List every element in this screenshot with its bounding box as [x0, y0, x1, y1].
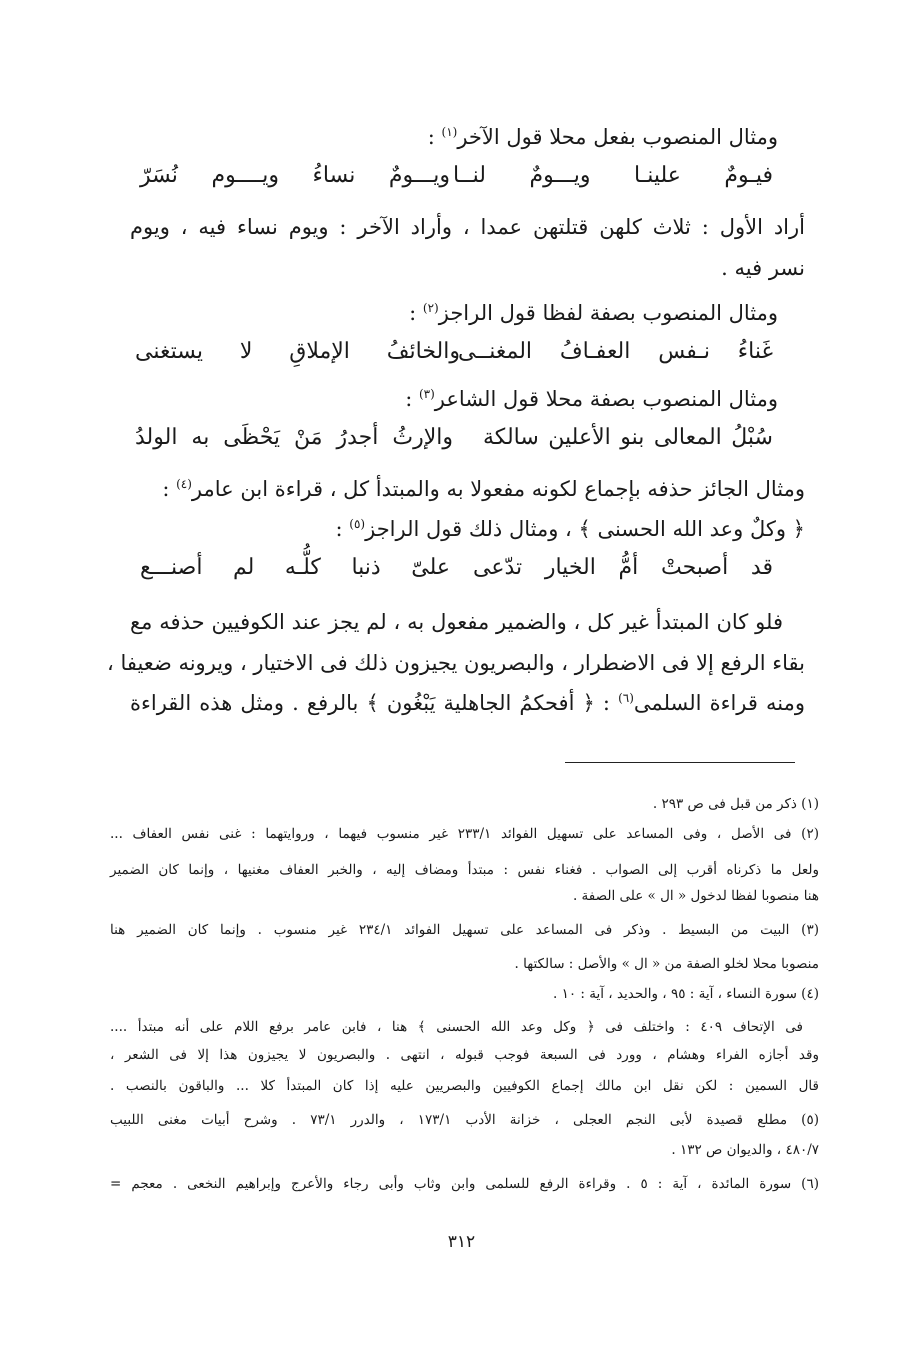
text-span: ﴿ وكلٌ وعد الله الحسنى ﴾ ، ومثال ذلك قول الراجز	[365, 517, 805, 541]
verse-hemistich-left: ويـــومٌ نساءُ ويــــوم نُسَرّ	[140, 163, 450, 188]
text-line	[130, 688, 805, 718]
verse-hemistich-left: علىّ ذنبا كلُّـه لم أصنـــع	[140, 555, 450, 580]
footnote-line: ولعل ما ذكرناه أقرب إلى الصواب . فغناء نفس : مبتدأ ومضاف إليه ، والخبر العفاف مغنيها ، وإنما كان الضمير	[110, 862, 819, 878]
footnote-line: (٣) البيت من البسيط . وذكر فى المساعد على تسهيل الفوائد ٢٣٤/١ غير منسوب . وإنما كان الضمير هنا	[110, 922, 819, 938]
text-line	[130, 384, 778, 414]
footnote-line: (٢) فى الأصل ، وفى المساعد على تسهيل الفوائد ٢٣٣/١ غير منسوب فيهما ، وروايتهما : غنى نفس العفاف ...	[110, 826, 819, 842]
footnote-line: (٥) مطلع قصيدة لأبى النجم العجلى ، خزانة الأدب ١٧٣/١ ، والدرر ٧٣/١ . وشرح أبيات مغنى اللبيب	[110, 1112, 819, 1128]
footnote-separator	[565, 762, 795, 763]
footnote-line: فى الإتحاف ٤٠٩ : واختلف فى ﴿ وكل وعد الله الحسنى ﴾ هنا ، فابن عامر برفع اللام على أنه مبتدأ ....	[110, 1019, 803, 1035]
text-span: :	[335, 517, 350, 541]
verse-hemistich-right: فيـومٌ علينـا ويـــومٌ لنــا	[453, 163, 773, 188]
text-span: ومثال الجائز حذفه بإجماع لكونه مفعولا به والمبتدأ كل ، قراءة ابن عامر	[191, 477, 805, 501]
footnote-line: قال السمين : لكن نقل ابن مالك إجماع الكوفيين والبصريين عليه إذا كان المبتدأ كلا ... والباقون بالنصب .	[110, 1078, 819, 1094]
text-span: ومثال المنصوب بصفة لفظا قول الراجز	[438, 301, 778, 325]
text-span: ومثال المنصوب بفعل محلا قول الآخر	[457, 125, 778, 149]
text-line: نسر فيه .	[721, 256, 805, 280]
text-span: :	[409, 301, 423, 325]
verse-hemistich-right: قد أصبحتْ أمُّ الخيار تدّعى	[473, 555, 773, 580]
verse-hemistich-right: غَناءُ نـفس العفـافُ المغنــى	[458, 339, 773, 364]
verse-hemistich-left: والإرثُ أجدرُ مَنْ يَحْظَى به الولدُ	[135, 425, 453, 450]
text-span: ومثال المنصوب بصفة محلا قول الشاعر	[434, 387, 778, 411]
footnote-ref: (٢)	[422, 301, 439, 315]
text-line	[130, 514, 805, 544]
text-line	[130, 474, 805, 504]
text-span: ومنه قراءة السلمى	[633, 691, 805, 715]
footnote-line: (٤) سورة النساء ، آية : ٩٥ ، والحديد ، آية : ١٠ .	[553, 986, 819, 1002]
text-line: بقاء الرفع إلا فى الاضطرار ، والبصريون يجيزون ذلك فى الاختيار ، ويرونه ضعيفا ،	[107, 651, 805, 675]
text-line: فلو كان المبتدأ غير كل ، والضمير مفعول به ، لم يجز عند الكوفيين حذفه مع	[130, 610, 783, 634]
footnote-line: منصوبا محلا لخلو الصفة من « ال » والأصل : سالكتها .	[514, 956, 819, 972]
footnote-ref: (٣)	[418, 387, 435, 401]
footnote-line: (٦) سورة المائدة ، آية : ٥ . وقراءة الرفع للسلمى وابن وثاب وأبى رجاء والأعرج وإبراهيم النخعى . معجم =	[110, 1176, 819, 1192]
verse-hemistich-left: والخائفُ الإملاقِ لا يستغنى	[135, 339, 460, 364]
text-span: :	[427, 125, 442, 149]
footnote-line: وقد أجازه الفراء وهشام ، وورد فى السبعة فوجب قبوله ، انتهى . والبصريون لا يجيزون هذا إلا فى الشعر ،	[110, 1047, 819, 1063]
footnote-ref: (٥)	[349, 517, 366, 531]
footnote-line: (١) ذكر من قبل فى ص ٢٩٣ .	[652, 796, 819, 812]
footnote-ref: (٤)	[176, 477, 192, 491]
text-span: :	[162, 477, 177, 501]
footnote-ref: (١)	[441, 125, 458, 139]
text-line	[130, 298, 778, 328]
text-line	[130, 122, 778, 152]
verse-hemistich-right: سُبْلُ المعالى بنو الأعلين سالكة	[483, 425, 773, 450]
footnote-line: ٤٨٠/٧ ، والديوان ص ١٣٢ .	[671, 1142, 819, 1158]
text-span: : ﴿ أفحكمُ الجاهلية يَبْغُون ﴾ بالرفع . ومثل هذه القراءة	[130, 691, 619, 715]
text-span: :	[405, 387, 419, 411]
text-line: أراد الأول : ثلاث كلهن قتلتهن عمدا ، وأراد الآخر : ويوم نساء فيه ، ويوم	[130, 215, 805, 239]
footnote-ref: (٦)	[618, 691, 634, 705]
footnote-line: هنا منصوبا لفظا لدخول « ال » على الصفة .	[572, 888, 819, 904]
page-number: ٣١٢	[447, 1232, 476, 1252]
